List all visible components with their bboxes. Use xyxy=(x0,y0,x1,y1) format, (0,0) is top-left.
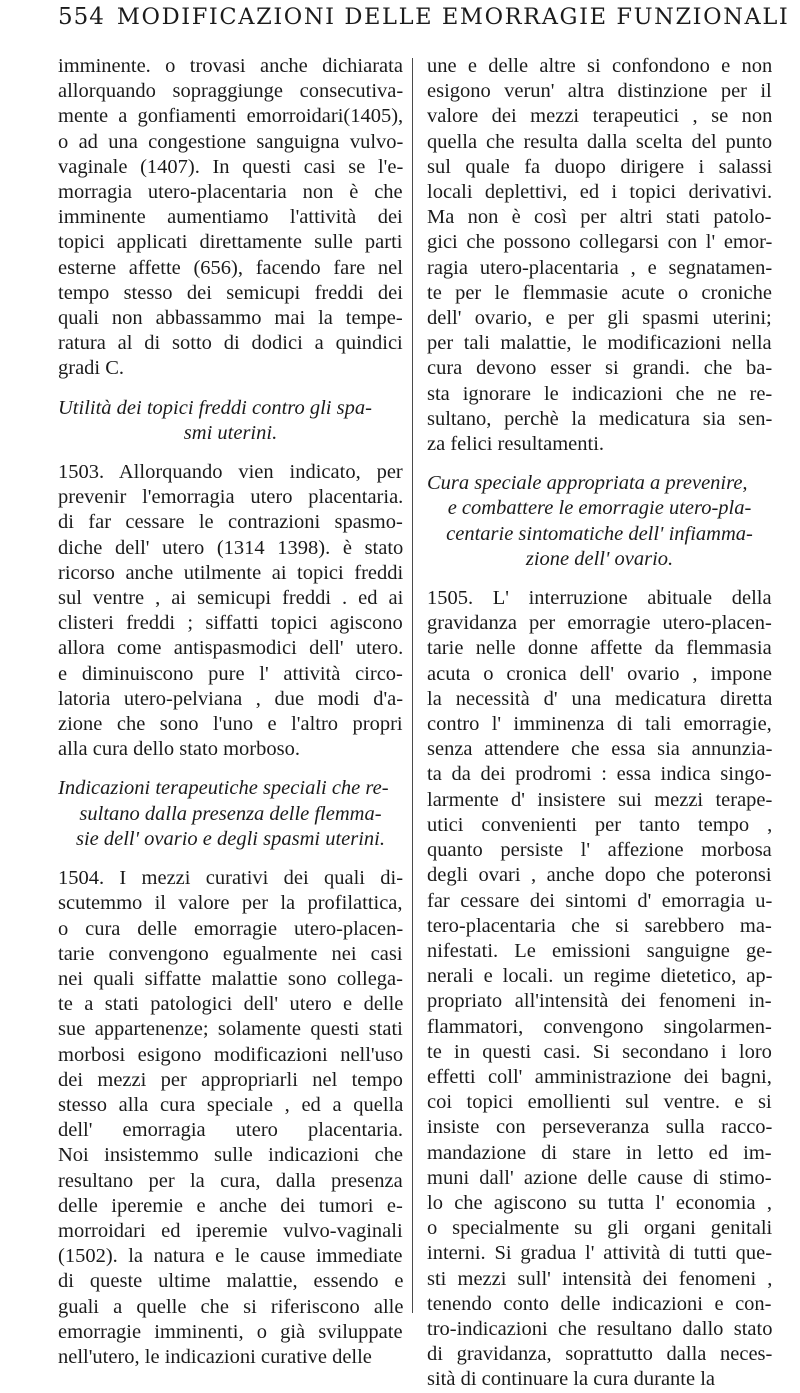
text-line: interni. Si gradua l' attività di tutti que- xyxy=(427,1242,773,1265)
block-spacer xyxy=(58,852,403,866)
text-line: quali non abbassammo mai la tempe- xyxy=(58,307,403,330)
text-line: te per le flemmasie acute o croniche xyxy=(427,281,772,304)
text-line: tero-placentaria che si sarebbero ma- xyxy=(427,914,772,937)
text-line: o specialmente su gli organi genitali xyxy=(427,1217,773,1240)
text-line: (1502). la natura e le cause immediate xyxy=(58,1245,403,1268)
text-line: contro l' imminenza di tali emorragie, xyxy=(427,713,772,736)
text-line: nei quali siffatte malattie sono collega- xyxy=(58,967,403,990)
text-line: senza attendere che essa sia annunzia- xyxy=(427,738,773,761)
text-line: guali a quelle che si riferiscono alle xyxy=(58,1295,404,1318)
text-line: far cessare dei sintomi d' emorragia u- xyxy=(427,889,773,912)
text-line: gravidanza per emorragie utero-placen- xyxy=(427,612,772,635)
text-line: quella che resulta dalla scelta del punto xyxy=(427,130,773,153)
text-line: o ad una congestione sanguigna vulvo- xyxy=(58,130,404,153)
text-line: 1505. L' interruzione abituale della xyxy=(427,587,772,610)
block-spacer xyxy=(58,762,403,776)
text-line: nerali e locali. un regime dietetico, ap- xyxy=(427,965,773,988)
text-line: centarie sintomatiche dell' infiamma- xyxy=(446,522,753,545)
text-line: morroidari ed iperemie vulvo-vaginali xyxy=(58,1219,403,1242)
column-divider xyxy=(412,58,413,1313)
text-line: imminente aumentiamo l'attività dei xyxy=(58,206,403,229)
text-line: 1504. I mezzi curativi dei quali di- xyxy=(58,867,404,890)
text-line: sue appartenenze; solamente questi stati xyxy=(58,1018,403,1041)
text-line: sità di continuare la cura durante la xyxy=(427,1368,716,1391)
text-line: sultano dalla presenza delle flemma- xyxy=(79,802,382,825)
text-line: e combattere le emorragie utero-pla- xyxy=(447,497,752,520)
text-line: esterne affette (656), facendo fare nel xyxy=(58,256,403,279)
block-spacer xyxy=(427,572,772,586)
text-line: utici convenienti per tanto tempo , xyxy=(427,813,773,836)
text-line: 1503. Allorquando vien indicato, per xyxy=(58,461,403,484)
text-line: imminente. o trovasi anche dichiarata xyxy=(58,55,403,77)
text-line: insiste con perseveranza sulla racco- xyxy=(427,1116,773,1139)
text-line: cura devono esser si grandi. che ba- xyxy=(427,357,773,380)
right-column xyxy=(427,54,772,1393)
text-line: delle iperemie e anche dei tumori e- xyxy=(58,1194,403,1217)
text-line: morbosi esigono modificazioni nell'uso xyxy=(58,1043,404,1066)
text-line: la necessità d' una medicatura diretta xyxy=(427,687,773,710)
text-line: te a stati patologici dell' utero e delle xyxy=(58,993,404,1016)
text-line: valore dei mezzi terapeutici , se non xyxy=(427,105,773,128)
text-line: di queste ultime malattie, essendo e xyxy=(58,1270,404,1293)
paragraph xyxy=(58,460,403,762)
text-line: quanto persiste l' affezione morbosa xyxy=(427,839,772,862)
page-number: 554 xyxy=(58,4,105,30)
text-line: te in questi casi. Si secondano i loro xyxy=(427,1040,772,1063)
text-line: clisteri freddi ; siffatti topici agiscono xyxy=(58,612,403,635)
text-line: ta da dei prodromi : essa indica singo- xyxy=(427,763,772,786)
text-line: topici applicati direttamente sulle parti xyxy=(58,231,403,254)
text-line: une e delle altre si confondono e non xyxy=(427,55,773,77)
text-line: Indicazioni terapeutiche speciali che re- xyxy=(58,777,389,800)
text-line: prevenir l'emorragia utero placentaria. xyxy=(58,486,404,509)
text-line: coi topici emollienti sul ventre. e si xyxy=(427,1091,772,1114)
text-line: tenendo conto delle indicazioni e con- xyxy=(427,1292,772,1315)
text-line: ratura al di sotto di dodici a quindici xyxy=(58,332,403,355)
text-line: smi uterini. xyxy=(183,421,278,444)
text-line: Noi insistemmo sulle indicazioni che xyxy=(58,1144,404,1167)
text-line: acuta o cronica dell' ovario , impone xyxy=(427,662,772,685)
text-line: allorquando sopraggiunge consecutiva- xyxy=(58,80,404,103)
text-line: e diminuiscono pure l' attività circo- xyxy=(58,662,403,685)
text-line: sultano, perchè la medicatura sia sen- xyxy=(427,407,773,430)
text-line: mente a gonfiamenti emorroidari(1405), xyxy=(58,105,404,128)
text-line: dell' ovario, e per gli spasmi uterini; xyxy=(427,307,772,330)
section-heading xyxy=(58,396,403,446)
text-line: Cura speciale appropriata a prevenire, xyxy=(427,472,748,495)
text-line: di far cessare le contrazioni spasmo- xyxy=(58,511,403,534)
text-line: nifestati. Le emissioni sanguigne ge- xyxy=(427,939,773,962)
text-line: per tali malattie, le modificazioni nella xyxy=(427,332,772,355)
text-line: vaginale (1407). In questi casi se l'e- xyxy=(58,155,404,178)
running-head xyxy=(58,4,790,50)
text-line: sti mezzi sull' intensità dei fenomeni , xyxy=(427,1267,773,1290)
block-spacer xyxy=(58,382,403,396)
section-heading xyxy=(427,471,772,572)
paragraph xyxy=(58,54,403,382)
text-line: degli ovari , anche dopo che poteronsi xyxy=(427,864,772,887)
section-heading xyxy=(58,776,403,852)
text-line: sta ignorare le indicazioni che ne re- xyxy=(427,382,773,405)
text-line: o cura delle emorragie utero-placen- xyxy=(58,917,404,940)
running-title: MODIFICAZIONI DELLE EMORRAGIE FUNZIONALI xyxy=(116,4,790,30)
text-line: Utilità dei topici freddi contro gli spa- xyxy=(58,396,372,419)
text-line: propriato all'intensità dei fenomeni in- xyxy=(427,990,772,1013)
text-line: sul ventre , ai semicupi freddi . ed ai xyxy=(58,587,404,610)
text-line: zione che sono l'uno e l'altro propri xyxy=(58,713,403,736)
text-line: larmente d' insistere sui mezzi terape- xyxy=(427,788,773,811)
text-line: emorragie imminenti, o già sviluppate xyxy=(58,1320,403,1343)
text-line: tarie convengono egualmente nei casi xyxy=(58,942,403,965)
text-line: dei mezzi per appropriarli nel tempo xyxy=(58,1068,403,1091)
text-line: ricorso anche utilmente ai topici freddi xyxy=(58,561,404,584)
text-line: resultano per la cura, dalla presenza xyxy=(58,1169,403,1192)
text-line: zione dell' ovario. xyxy=(525,547,674,570)
block-spacer xyxy=(58,446,403,460)
text-line: za felici resultamenti. xyxy=(427,433,605,456)
text-line: dell' emorragia utero placentaria. xyxy=(58,1119,404,1142)
text-line: morragia utero-placentaria non è che xyxy=(58,181,403,204)
text-line: di gravidanza, soprattutto dalla neces- xyxy=(427,1343,773,1366)
text-line: Ma non è così per altri stati patolo- xyxy=(427,206,772,229)
paragraph xyxy=(427,586,772,1393)
text-line: stesso alla cura speciale , ed a quella xyxy=(58,1093,404,1116)
text-line: gradi C. xyxy=(58,357,125,380)
text-line: diche dell' utero (1314 1398). è stato xyxy=(58,536,404,559)
text-line: latoria utero-pelviana , due modi d'a- xyxy=(58,687,404,710)
text-line: effetti coll' amministrazione dei bagni, xyxy=(427,1065,772,1088)
text-line: alla cura dello stato morboso. xyxy=(58,738,300,761)
block-spacer xyxy=(427,457,772,471)
text-line: esigono verun' altra distinzione per il xyxy=(427,80,772,103)
text-line: sie dell' ovario e degli spasmi uterini. xyxy=(75,827,385,850)
left-column xyxy=(58,54,403,1370)
text-line: mandazione di stare in letto ed im- xyxy=(427,1141,772,1164)
text-line: sul quale fa duopo dirigere i salassi xyxy=(427,155,773,178)
text-line: allora come antispasmodici dell' utero. xyxy=(58,637,404,660)
paragraph xyxy=(427,54,772,457)
text-line: scutemmo il valore per la profilattica, xyxy=(58,892,403,915)
paragraph xyxy=(58,866,403,1370)
text-line: locali deplettivi, ed i topici derivativi. xyxy=(427,181,773,204)
text-line: flammatori, convengono singolarmen- xyxy=(427,1015,772,1038)
text-line: tempo stesso dei semicupi freddi dei xyxy=(58,281,403,304)
text-line: tarie nelle donne affette da flemmasia xyxy=(427,637,772,660)
text-line: tro-indicazioni che resultano dallo stato xyxy=(427,1317,773,1340)
text-line: gici che possono collegarsi con l' emor- xyxy=(427,231,773,254)
text-line: muni dall' azione delle cause di stimo- xyxy=(427,1166,772,1189)
text-line: lo che agiscono su tutta l' economia , xyxy=(427,1191,773,1214)
text-line: nell'utero, le indicazioni curative delle xyxy=(58,1345,372,1368)
text-line: ragia utero-placentaria , e segnatamen- xyxy=(427,256,773,279)
